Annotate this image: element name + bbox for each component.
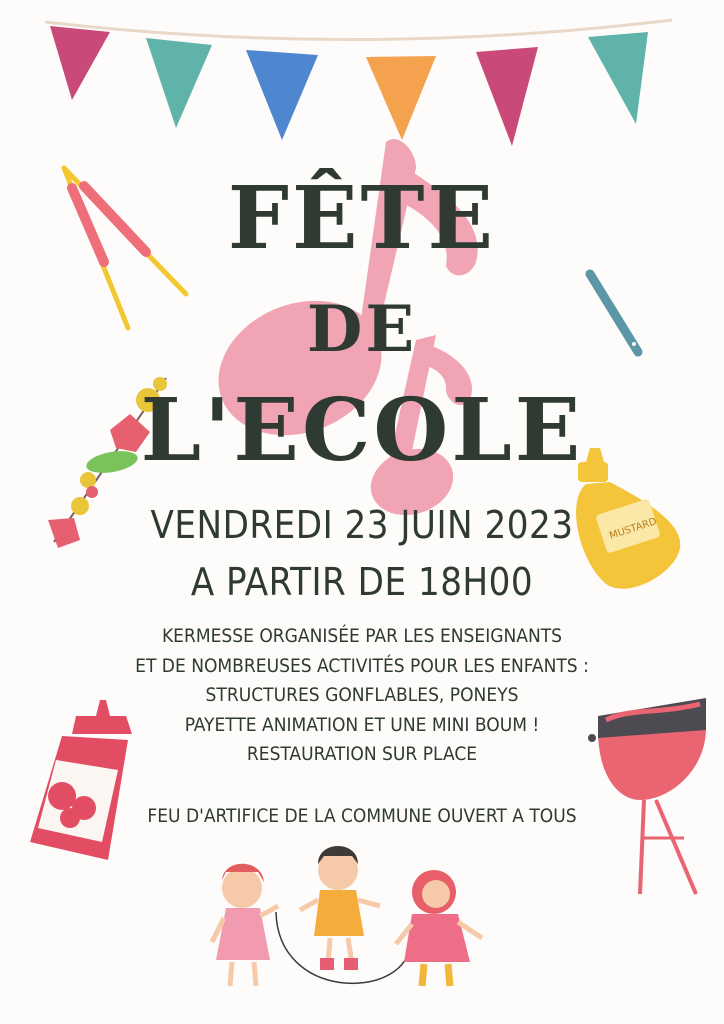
detail-line: STRUCTURES GONFLABLES, PONEYS [205,684,519,706]
bunting-string [45,20,672,40]
flag-orange-icon [366,56,436,140]
event-date: VENDREDI 23 JUIN 2023 [150,503,574,547]
fireworks-note: FEU D'ARTIFICE DE LA COMMUNE OUVERT A TOUS [147,805,577,827]
detail-line: RESTAURATION SUR PLACE [246,743,478,765]
detail-line: PAYETTE ANIMATION ET UNE MINI BOUM ! [184,713,540,736]
title-line-fete: FÊTE [227,168,497,269]
title-line-ecole: L'ECOLE [140,380,584,481]
detail-line: KERMESSE ORGANISÉE PAR LES ENSEIGNANTS [161,625,563,647]
bunting-flags [50,26,648,146]
event-time: A PARTIR DE 18H00 [190,560,534,604]
title-line-de: DE [306,292,418,367]
flag-teal-icon [146,38,212,128]
detail-line: ET DE NOMBREUSES ACTIVITÉS POUR LES ENFANTS : [135,654,589,677]
flag-magenta-2-icon [476,47,538,146]
event-details [0,622,724,770]
mustard-label: MUSTARD [608,516,659,542]
flag-teal-2-icon [588,32,648,124]
children-jump-rope-icon [212,846,482,986]
flag-magenta-icon [50,26,110,100]
flag-blue-icon [246,50,318,140]
